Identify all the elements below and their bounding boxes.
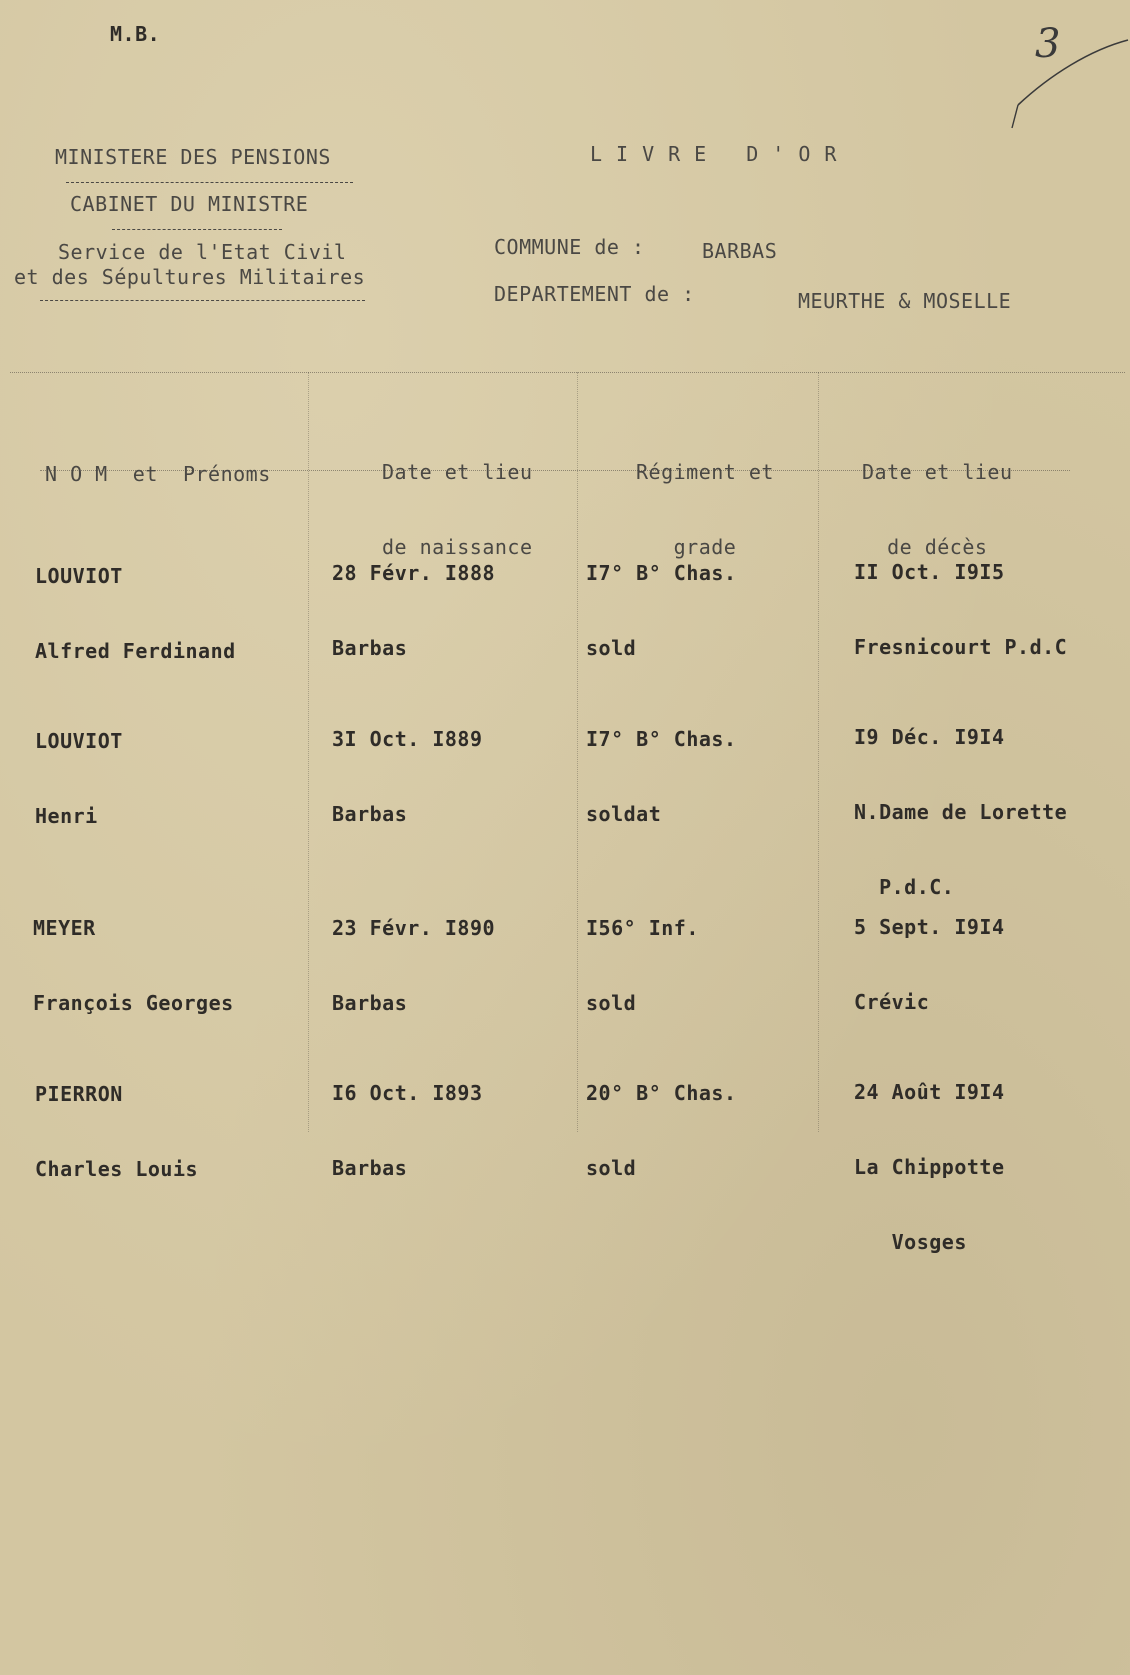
row-4-deces-line2: La Chippotte [854, 1155, 1005, 1179]
row-3-naissance-line1: 23 Févr. I890 [332, 916, 496, 940]
row-4-nom-line1: PIERRON [35, 1082, 123, 1106]
pencil-stroke-icon [1010, 30, 1130, 140]
column-divider-2 [577, 372, 578, 1132]
row-2-naissance [332, 677, 483, 877]
row-4-regiment-line2: sold [586, 1156, 637, 1180]
folio-number: 3 [1035, 21, 1061, 67]
row-1-regiment-line2: sold [586, 636, 637, 660]
column-header-deces-line2: de décès [887, 535, 988, 559]
row-4-deces-line3: Vosges [854, 1230, 967, 1254]
row-2-regiment-line1: I7° B° Chas. [586, 727, 737, 751]
row-2-nom-line2: Henri [35, 804, 98, 828]
row-4-naissance-line1: I6 Oct. I893 [332, 1081, 483, 1105]
row-3-regiment-line1: I56° Inf. [586, 916, 699, 940]
column-header-deces-line1: Date et lieu [862, 460, 1013, 484]
row-2-nom-line1: LOUVIOT [35, 729, 123, 753]
table-top-rule [10, 372, 1125, 373]
row-2-deces-line1: I9 Déc. I9I4 [854, 725, 1005, 749]
departement-value: MEURTHE & MOSELLE [798, 289, 1012, 313]
cabinet-underline [112, 229, 282, 230]
row-1-nom-line1: LOUVIOT [35, 564, 123, 588]
row-2-nom [35, 679, 123, 879]
column-divider-3 [818, 372, 819, 1132]
service-line-2: et des Sépultures Militaires [14, 265, 366, 289]
row-2-regiment-line2: soldat [586, 802, 662, 826]
departement-label: DEPARTEMENT de : [494, 282, 695, 306]
row-1-naissance-line1: 28 Févr. I888 [332, 561, 496, 585]
row-2-naissance-line1: 3I Oct. I889 [332, 727, 483, 751]
service-line-1: Service de l'Etat Civil [58, 240, 347, 264]
row-4-naissance-line2: Barbas [332, 1156, 408, 1180]
row-2-naissance-line2: Barbas [332, 802, 408, 826]
column-header-naissance-line1: Date et lieu [382, 460, 533, 484]
row-3-nom-line2: François Georges [33, 991, 234, 1015]
row-3-deces-line2: Crévic [854, 990, 930, 1014]
row-3-regiment-line2: sold [586, 991, 637, 1015]
column-header-naissance-line2: de naissance [382, 535, 533, 559]
row-4-nom [35, 1032, 198, 1232]
row-2-deces-line2: N.Dame de Lorette [854, 800, 1068, 824]
corner-initials: M.B. [110, 22, 161, 46]
column-header-nom-line1: N O M et Prénoms [45, 462, 271, 486]
row-4-regiment-line1: 20° B° Chas. [586, 1081, 737, 1105]
commune-value: BARBAS [702, 239, 778, 263]
row-4-deces [854, 1030, 1005, 1305]
row-3-deces-line1: 5 Sept. I9I4 [854, 915, 1005, 939]
column-divider-1 [308, 372, 309, 1132]
ministry-title: MINISTERE DES PENSIONS [55, 145, 331, 169]
row-1-deces-line1: II Oct. I9I5 [854, 560, 1005, 584]
row-1-deces-line2: Fresnicourt P.d.C [854, 635, 1068, 659]
row-4-regiment [586, 1031, 737, 1231]
row-1-naissance-line2: Barbas [332, 636, 408, 660]
row-4-naissance [332, 1031, 483, 1231]
row-3-nom-line1: MEYER [33, 916, 96, 940]
column-header-regiment-line1: Régiment et [636, 460, 774, 484]
row-4-deces-line1: 24 Août I9I4 [854, 1080, 1005, 1104]
row-1-nom-line2: Alfred Ferdinand [35, 639, 236, 663]
row-3-naissance-line2: Barbas [332, 991, 408, 1015]
service-underline [40, 300, 365, 301]
livre-dor-title: LIVRE D'OR [590, 142, 851, 166]
row-1-regiment-line1: I7° B° Chas. [586, 561, 737, 585]
commune-label: COMMUNE de : [494, 235, 645, 259]
ministry-underline [66, 182, 353, 183]
column-header-regiment-line2: grade [673, 535, 737, 559]
cabinet-title: CABINET DU MINISTRE [70, 192, 309, 216]
row-2-regiment [586, 677, 737, 877]
row-4-nom-line2: Charles Louis [35, 1157, 199, 1181]
row-2-deces-line3: P.d.C. [854, 875, 955, 899]
